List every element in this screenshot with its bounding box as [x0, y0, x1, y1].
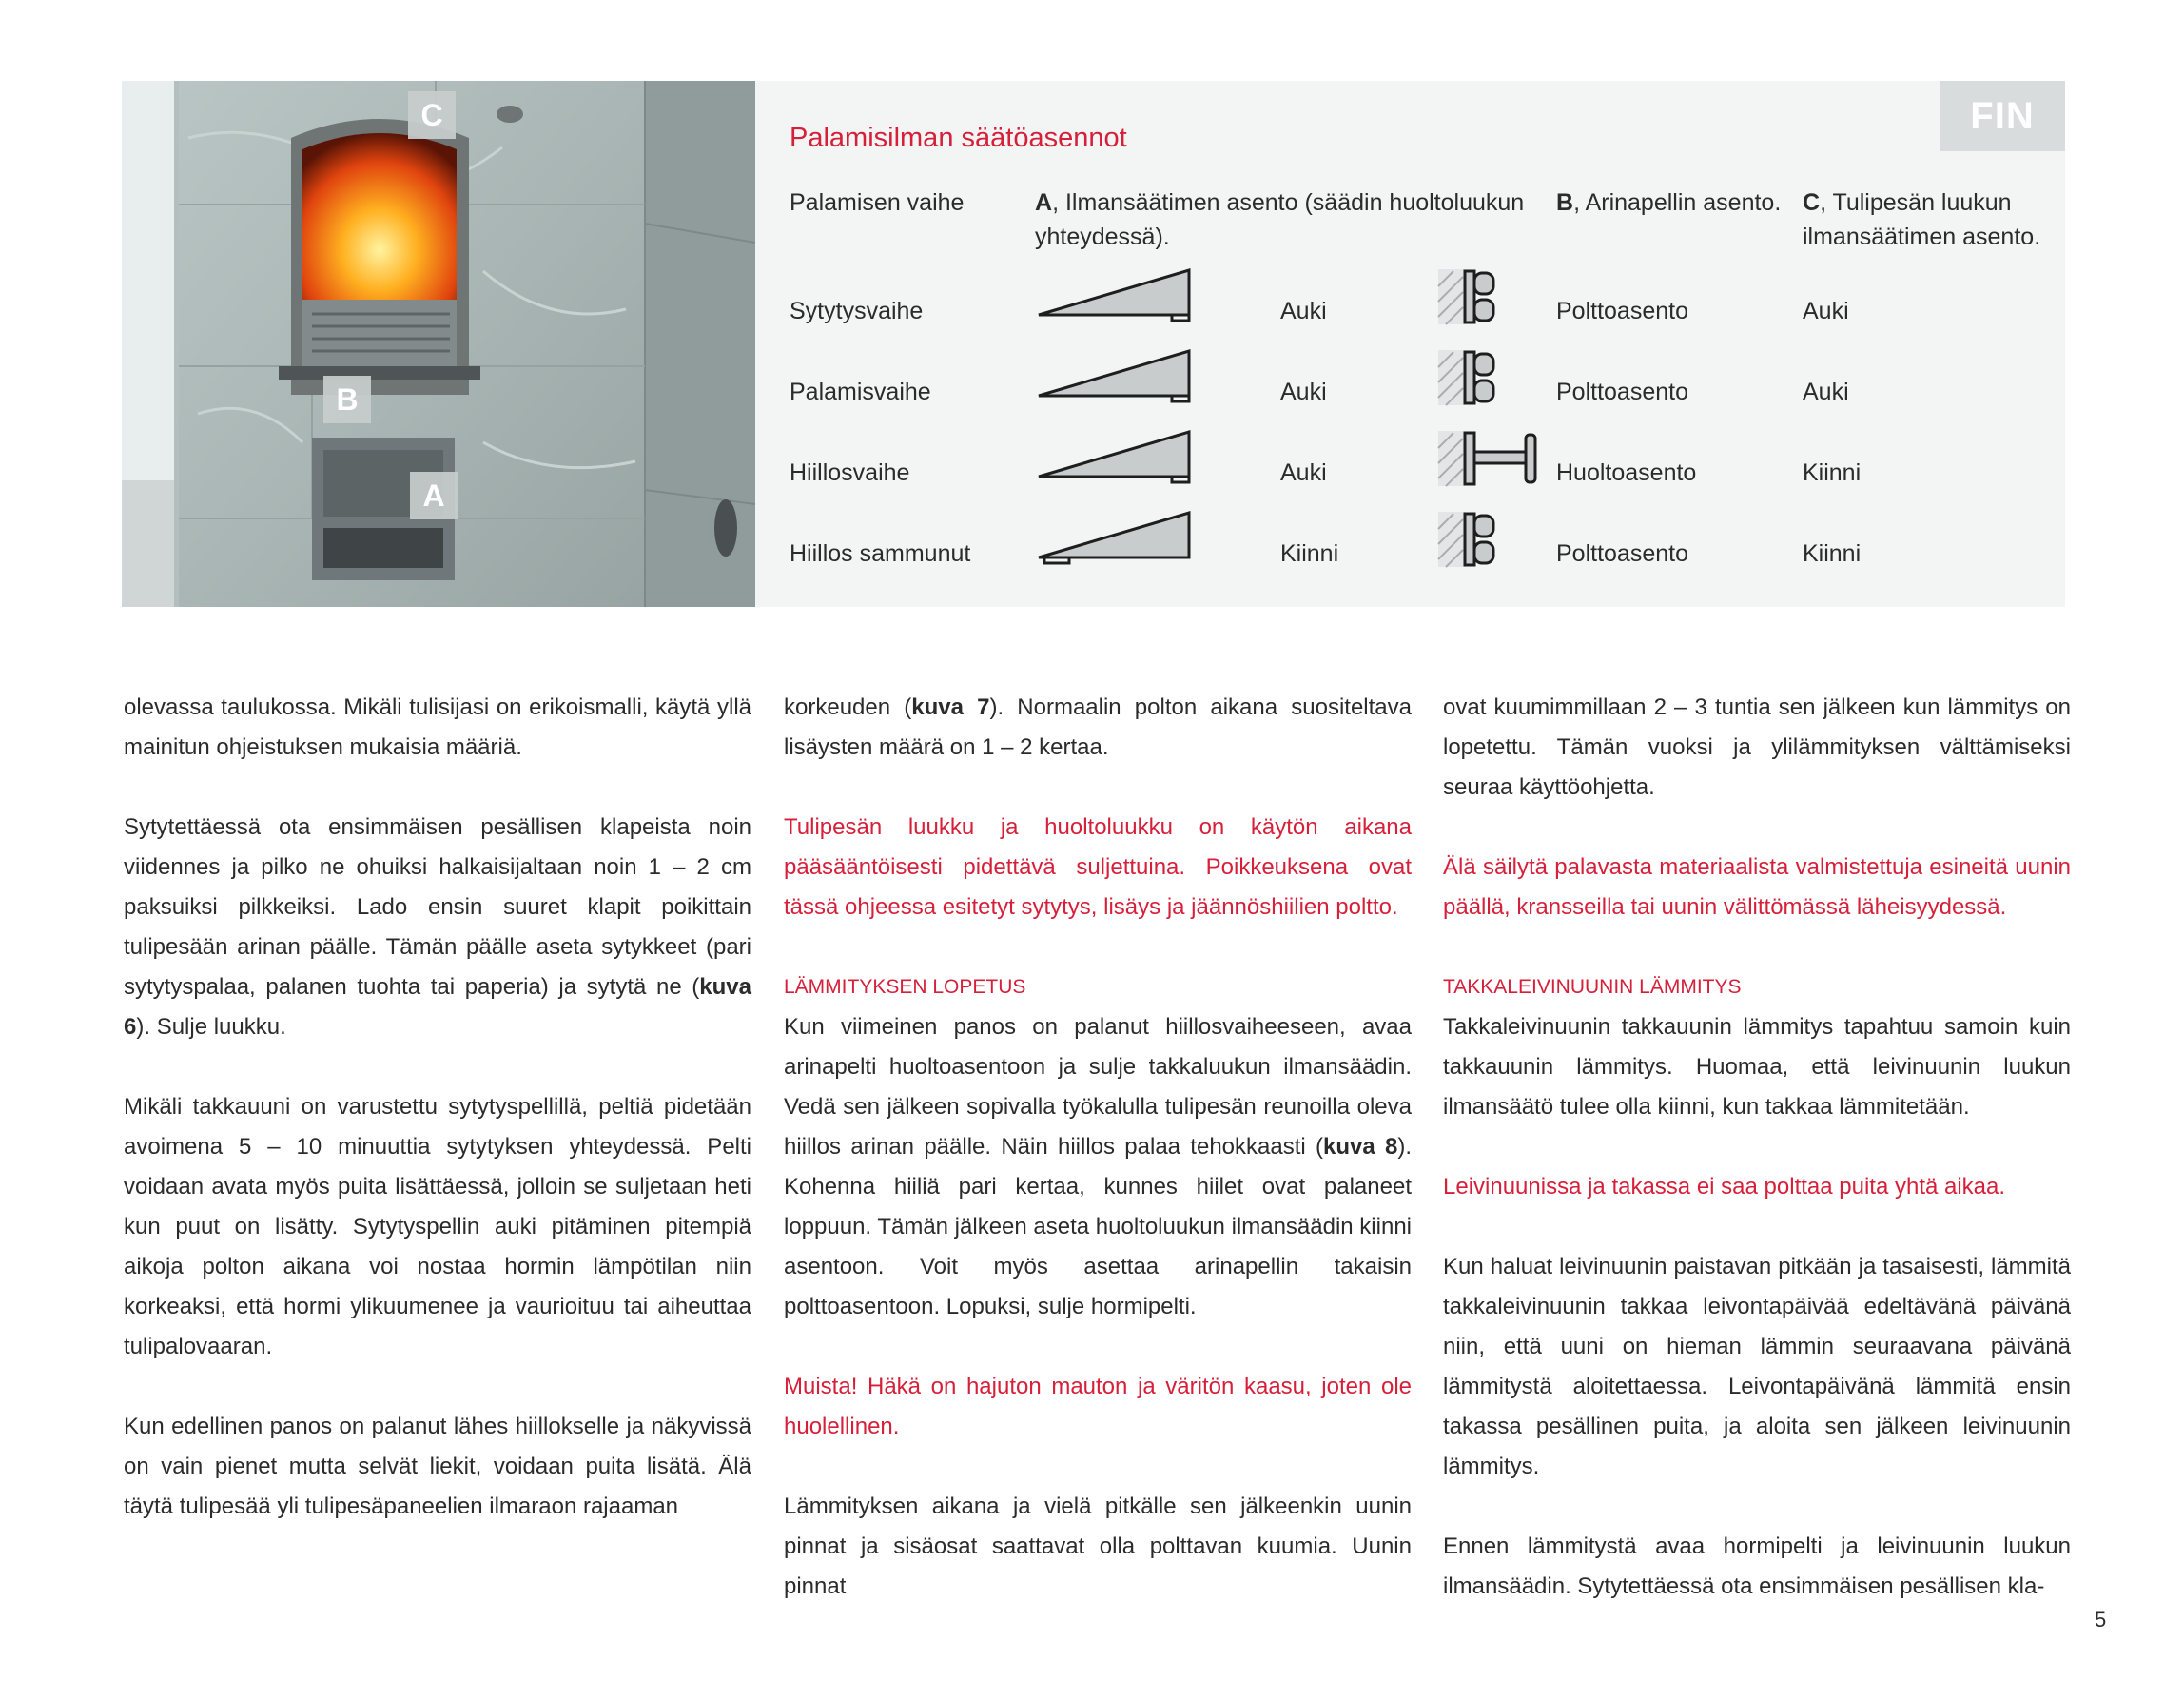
damper-burning-position-icon: [1436, 348, 1512, 409]
row-a-state: Auki: [1280, 459, 1327, 486]
row-b-state: Polttoasento: [1556, 298, 1688, 324]
damper-burning-position-icon: [1436, 510, 1512, 571]
row-c-state: Kiinni: [1803, 459, 1862, 486]
row-c-state: Kiinni: [1803, 540, 1862, 567]
text-span: Kun viimeinen panos on palanut hiillosvaiheeseen, avaa arinapelti huoltoasentoon ja sulje takkaluukun ilmansäädin. Vedä sen jälkeen sopivalla työkalulla tulipesän reunoilla oleva hiillos arinan päälle. Näin hiillos palaa tehokkaasti (: [784, 1014, 1412, 1160]
row-phase: Hiillosvaihe: [790, 459, 910, 486]
paragraph: [124, 808, 751, 1047]
air-regulator-open-icon: [1037, 348, 1199, 405]
row-phase: Palamisvaihe: [790, 379, 931, 405]
air-regulator-open-icon: [1037, 267, 1199, 324]
figure-reference: kuva 6: [124, 974, 751, 1040]
column-3: [1443, 688, 2071, 1647]
table-title: Palamisilman säätöasennot: [790, 123, 1127, 153]
text-span: ). Normaalin polton aikana suositeltava lisäysten määrä on 1 – 2 kertaa.: [784, 694, 1412, 760]
air-regulator-open-icon: [1037, 429, 1199, 486]
warning-paragraph: Muista! Häkä on hajuton mauton ja väritön kaasu, joten ole huolellinen.: [784, 1374, 1412, 1439]
header-a-text: , Ilmansäätimen asento (säädin huoltoluukun yhteydessä).: [1035, 189, 1525, 250]
row-b-state: Polttoasento: [1556, 540, 1688, 567]
row-a-state: Kiinni: [1280, 540, 1339, 567]
row-a-state: Auki: [1280, 298, 1327, 324]
text-span: korkeuden (: [784, 694, 912, 720]
label-c: C: [408, 91, 456, 139]
text-span: ). Kohenna hiiliä pari kertaa, kunnes hiilet ovat palaneet loppuun. Tämän jälkeen aseta huoltoluukun ilmansäädin kiinni asentoon. Voit myös asettaa arinapellin takaisin polttoasentoon. Lopuksi, sulje hormipelti.: [784, 1134, 1413, 1319]
paragraph: olevassa taulukossa. Mikäli tulisijasi on erikoismalli, käytä yllä mainitun ohjeistuksen mukaisia määriä.: [124, 694, 751, 760]
text-span: ). Sulje luukku.: [136, 1014, 286, 1040]
air-settings-table: [755, 81, 2065, 607]
header-c: [1803, 186, 2059, 254]
paragraph: Kun edellinen panos on palanut lähes hiillokselle ja näkyvissä on vain pienet mutta selvät liekit, voidaan puita lisätä. Älä täytä tulipesää yli tulipesäpaneelien ilmaraon rajaaman: [124, 1414, 751, 1519]
damper-burning-position-icon: [1436, 267, 1512, 328]
air-regulator-closed-icon: [1037, 510, 1199, 567]
row-phase: Hiillos sammunut: [790, 540, 971, 567]
header-c-letter: C: [1803, 189, 1821, 216]
fireplace-illustration: [122, 81, 755, 607]
warning-paragraph: Tulipesän luukku ja huoltoluukku on käytön aikana pääsääntöisesti pidettävä suljettuina. Poikkeuksena ovat tässä ohjeessa esitetyt sytytys, lisäys ja jäännöshiilien poltto.: [784, 814, 1412, 920]
header-b: [1556, 186, 1784, 220]
damper-maintenance-position-icon: [1436, 429, 1541, 490]
header-a-letter: A: [1035, 189, 1053, 216]
row-c-state: Auki: [1803, 298, 1849, 324]
paragraph: Kun haluat leivinuunin paistavan pitkään ja tasaisesti, lämmitä takkaleivinuunin takkaa leivontapäivää edeltävänä päivänä niin, että uuni on hieman lämmin seuraavana päivänä lämmitystä aloitettaessa. Leivontapäivänä lämmitä ensin takassa pesällinen puita, ja aloita sen jälkeen leivinuunin lämmitys.: [1443, 1254, 2071, 1479]
header-b-text: , Arinapellin asento.: [1573, 189, 1782, 216]
header-b-letter: B: [1556, 189, 1574, 216]
label-a: A: [410, 472, 458, 519]
paragraph: Lämmityksen aikana ja vielä pitkälle sen jälkeenkin uunin pinnat ja sisäosat saattavat olla polttavan kuumia. Uunin pinnat: [784, 1494, 1412, 1599]
paragraph: [784, 688, 1412, 768]
section-heading: LÄMMITYKSEN LOPETUS: [784, 976, 1026, 998]
row-c-state: Auki: [1803, 379, 1849, 405]
paragraph: ovat kuumimmillaan 2 – 3 tuntia sen jälkeen kun lämmitys on lopetettu. Tämän vuoksi ja ylilämmityksen välttämiseksi seuraa käyttöohjetta.: [1443, 694, 2071, 800]
label-b: B: [323, 376, 371, 423]
header-a: [1035, 186, 1549, 254]
header-c-text: , Tulipesän luukun ilmansäätimen asento.: [1803, 189, 2041, 250]
paragraph: Takkaleivinuunin takkauunin lämmitys tapahtuu samoin kuin takkauunin lämmitys. Huomaa, että leivinuunin luukun ilmansäätö tulee olla kiinni, kun takkaa lämmitetään.: [1443, 1014, 2071, 1120]
row-b-state: Polttoasento: [1556, 379, 1688, 405]
warning-paragraph: Älä säilytä palavasta materiaalista valmistettuja esineitä uunin päällä, kransseilla tai uunin välittömässä läheisyydessä.: [1443, 854, 2071, 920]
paragraph: Mikäli takkauuni on varustettu sytytyspellillä, peltiä pidetään avoimena 5 – 10 minuuttia sytytyksen yhteydessä. Pelti voidaan avata myös puita lisättäessä, jolloin se suljetaan heti kun puut on lisätty. Sytytyspellin auki pitäminen pitempiä aikoja polton aikana voi nostaa hormin lämpötilan niin korkeaksi, että hormi ylikuumenee ja vaurioituu tai aiheuttaa tulipalovaaran.: [124, 1094, 751, 1359]
page-number: 5: [2095, 1608, 2107, 1631]
section-heading: TAKKALEIVINUUNIN LÄMMITYS: [1443, 976, 1742, 998]
language-badge: FIN: [1940, 81, 2065, 151]
paragraph: [784, 1007, 1412, 1327]
warning-paragraph: Leivinuunissa ja takassa ei saa polttaa puita yhtä aikaa.: [1443, 1174, 2006, 1200]
row-b-state: Huoltoasento: [1556, 459, 1697, 486]
column-2: [784, 688, 1412, 1647]
row-a-state: Auki: [1280, 379, 1327, 405]
figure-reference: kuva 7: [911, 694, 990, 720]
fireplace-photo: [122, 81, 755, 607]
header-phase: Palamisen vaihe: [790, 189, 965, 216]
row-phase: Sytytysvaihe: [790, 298, 924, 324]
text-span: Sytytettäessä ota ensimmäisen pesällisen klapeista noin viidennes ja pilko ne ohuiksi halkaisijaltaan noin 1 – 2 cm paksuiksi pilkkeiksi. Lado ensin suuret klapit poikittain tulipesään arinan päälle. Tämän päälle aseta sytykkeet (pari sytytyspalaa, palanen tuohta tai paperia) ja sytytä ne (: [124, 814, 751, 1000]
figure-reference: kuva 8: [1323, 1134, 1398, 1160]
paragraph: Ennen lämmitystä avaa hormipelti ja leivinuunin luukun ilmansäädin. Sytytettäessä ota ensimmäisen pesällisen kla-: [1443, 1533, 2071, 1599]
column-1: [124, 688, 751, 1567]
